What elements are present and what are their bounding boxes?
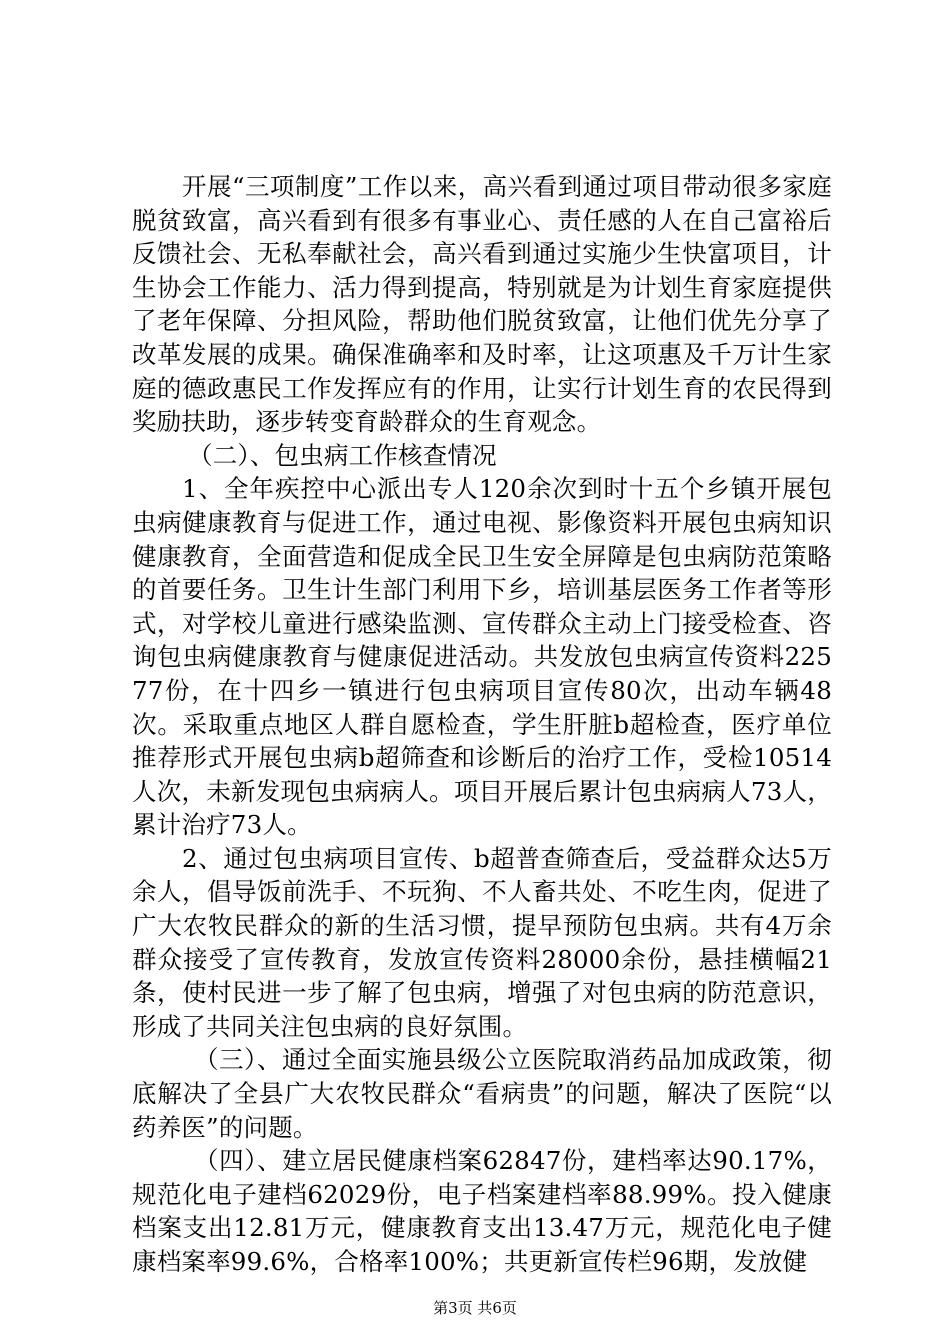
paragraph-section-three: （三）、通过全面实施县级公立医院取消药品加成政策，彻底解决了全县广大农牧民群众“看病贵”的问题，解决了医院“以药养医”的问题。 [132,1045,832,1142]
paragraph-echinococcosis-item-1: 1、全年疾控中心派出专人120余次到时十五个乡镇开展包虫病健康教育与促进工作，通过电视、影像资料开展包虫病知识健康教育，全面营造和促成全民卫生安全屏障是包虫病防范策略的首要任务。卫生计生部门利用下乡，培训基层医务工作者等形式，对学校儿童进行感染监测、宣传群众主动上门接受检查、咨询包虫病健康教育与健康促进活动。共发放包虫病宣传资料22577份，在十四乡一镇进行包虫病项目宣传80次，出动车辆48次。采取重点地区人群自愿检查，学生肝脏b超检查，医疗单位推荐形式开展包虫病b超筛查和诊断后的治疗工作，受检10514人次，未新发现包虫病病人。项目开展后累计包虫病病人73人，累计治疗73人。 [132,474,832,840]
section-heading-echinococcosis: （二）、包虫病工作核查情况 [188,440,497,470]
paragraph-echinococcosis-item-2: 2、通过包虫病项目宣传、b超普查筛查后，受益群众达5万余人，倡导饭前洗手、不玩狗、不人畜共处、不吃生肉，促进了广大农牧民群众的新的生活习惯，提早预防包虫病。共有4万余群众接受了宣传教育，发放宣传资料28000余份，悬挂横幅21条，使村民进一步了解了包虫病，增强了对包虫病的防范意识，形成了共同关注包虫病的良好氛围。 [132,843,832,1041]
page-footer: 第3页 共6页 [433,1299,517,1317]
document-body [132,170,832,1279]
paragraph-three-systems: 开展“三项制度”工作以来，高兴看到通过项目带动很多家庭脱贫致富，高兴看到有很多有事业心、责任感的人在自己富裕后反馈社会、无私奉献社会，高兴看到通过实施少生快富项目，计生协会工作能力、活力得到提高，特别就是为计划生育家庭提供了老年保障、分担风险，帮助他们脱贫致富，让他们优先分享了改革发展的成果。确保准确率和及时率，让这项惠及千万计生家庭的德政惠民工作发挥应有的作用，让实行计划生育的农民得到奖励扶助，逐步转变育龄群众的生育观念。 [132,172,832,437]
paragraph-section-four: （四）、建立居民健康档案62847份，建档率达90.17%，规范化电子建档62029份，电子档案建档率88.99%。投入健康档案支出12.81万元，健康教育支出13.47万元，规范化电子健康档案率99.6%，合格率100%；共更新宣传栏96期，发放健 [132,1146,832,1276]
